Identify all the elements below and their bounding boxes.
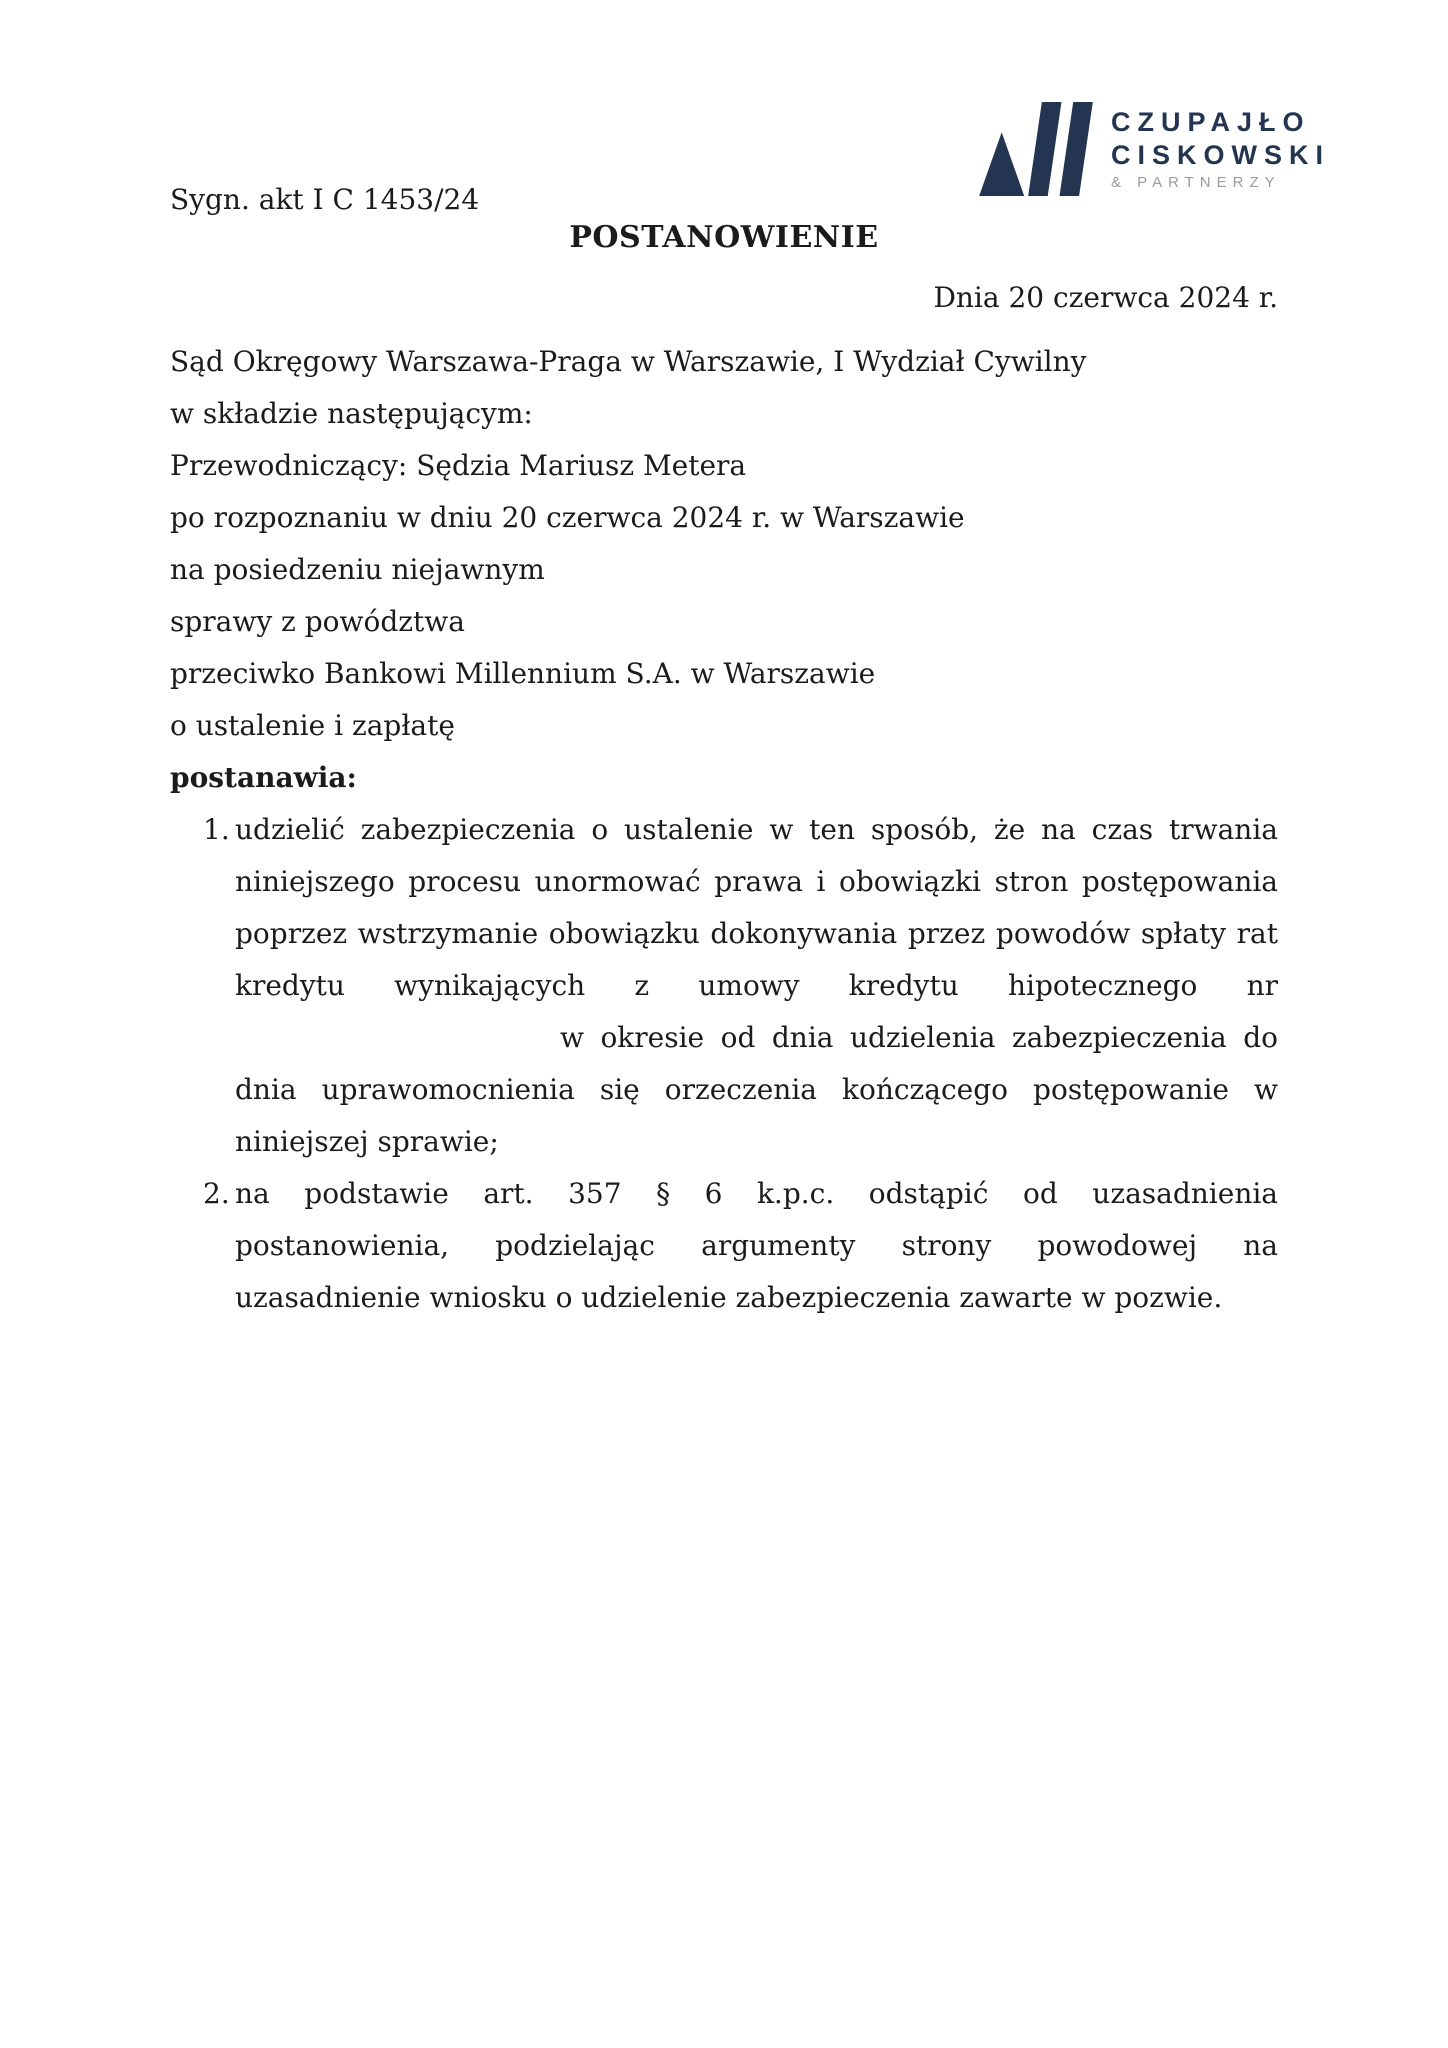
court-line: Sąd Okręgowy Warszawa-Praga w Warszawie, I Wydział Cywilny	[170, 345, 1087, 378]
logo-mark-icon	[975, 100, 1095, 198]
hearing-date-line: po rozpoznaniu w dniu 20 czerwca 2024 r. w Warszawie	[170, 501, 965, 534]
page-title: POSTANOWIENIE	[569, 220, 879, 255]
session-line: na posiedzeniu niejawnym	[170, 553, 545, 586]
defendant-line: przeciwko Bankowi Millennium S.A. w Warszawie	[170, 657, 876, 690]
subject-line: o ustalenie i zapłatę	[170, 709, 455, 742]
firm-logo	[975, 100, 1330, 198]
composition-line: w składzie następującym:	[170, 397, 533, 430]
ruling-item-1	[170, 804, 1278, 1168]
date-line: Dnia 20 czerwca 2024 r.	[933, 281, 1278, 314]
text-line: niniejszego procesu unormować prawa i obowiązki stron postępowania	[235, 865, 1278, 898]
text-line: udzielić zabezpieczenia o ustalenie w ten sposób, że na czas trwania	[235, 813, 1278, 846]
judge-line: Przewodniczący: Sędzia Mariusz Metera	[170, 449, 747, 482]
document-body	[170, 336, 1278, 1324]
claim-line: sprawy z powództwa	[170, 605, 465, 638]
text-line: niniejszej sprawie;	[235, 1125, 499, 1158]
ruling-item-2	[170, 1168, 1278, 1324]
case-number: Sygn. akt I C 1453/24	[170, 183, 480, 216]
text-line: dnia uprawomocnienia się orzeczenia kończącego postępowanie w	[235, 1073, 1278, 1106]
item-number: 2.	[203, 1177, 230, 1210]
text-line: na podstawie art. 357 § 6 k.p.c. odstąpić od uzasadnienia	[235, 1177, 1278, 1210]
logo-partners-line: & PARTNERZY	[1111, 173, 1281, 191]
logo-wordmark	[1111, 106, 1331, 191]
text-line-after-redacted-number: w okresie od dnia udzielenia zabezpieczenia do	[560, 1021, 1278, 1054]
text-line: uzasadnienie wniosku o udzielenie zabezpieczenia zawarte w pozwie.	[235, 1281, 1223, 1314]
text-line: kredytu wynikających z umowy kredytu hipotecznego nr	[235, 969, 1278, 1002]
decision-label: postanawia:	[170, 761, 357, 794]
logo-name-line2: CISKOWSKI	[1111, 139, 1331, 170]
logo-name-line1: CZUPAJŁO	[1111, 106, 1311, 137]
text-line: poprzez wstrzymanie obowiązku dokonywania przez powodów spłaty rat	[235, 917, 1278, 950]
text-line: postanowienia, podzielając argumenty strony powodowej na	[235, 1229, 1278, 1262]
item-number: 1.	[203, 813, 230, 846]
